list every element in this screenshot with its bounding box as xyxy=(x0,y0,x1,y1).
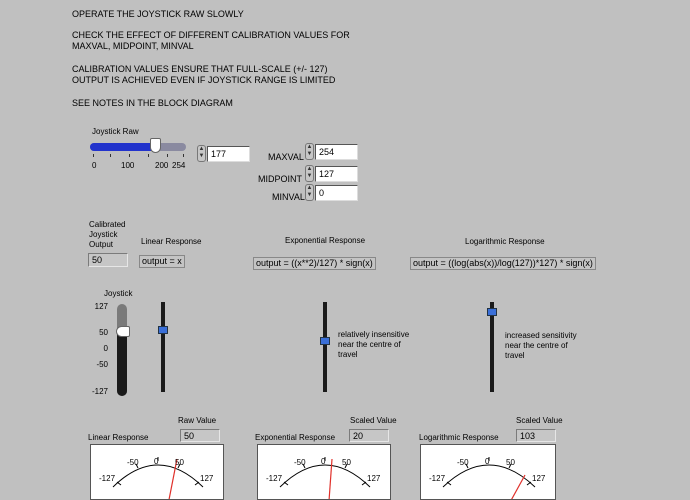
minval-input[interactable]: 0 xyxy=(315,185,358,201)
joystick-tick-minus-50: -50 xyxy=(96,360,108,369)
calibrated-label-1: Calibrated xyxy=(89,220,126,229)
exponential-formula: output = ((x**2)/127) * sign(x) xyxy=(253,257,376,270)
log-formula: output = ((log(abs(x))/log(127))*127) * sign(x) xyxy=(410,257,596,270)
slider-track xyxy=(161,302,165,392)
exp-scaled-label: Scaled Value xyxy=(350,416,397,425)
joystick-tick-50: 50 xyxy=(99,328,108,337)
meter-scale-0: 0 xyxy=(485,457,490,466)
joystick-tick-minus-127: -127 xyxy=(91,387,108,396)
decrement-icon[interactable]: ▼ xyxy=(306,173,313,179)
slider-tick-254: 254 xyxy=(172,161,186,170)
log-response-title: Logarithmic Response xyxy=(465,237,545,246)
exponential-response-slider[interactable] xyxy=(318,302,332,394)
meter-scale-minus-50: -50 xyxy=(457,458,469,467)
calibrated-label-2: Joystick xyxy=(89,230,118,239)
joystick-raw-spinner[interactable] xyxy=(197,145,206,162)
slider-thumb[interactable] xyxy=(320,337,330,345)
slider-thumb[interactable] xyxy=(116,326,130,337)
decrement-icon[interactable]: ▼ xyxy=(306,151,313,157)
joystick-slider[interactable] xyxy=(110,302,130,398)
exp-meter-label: Exponential Response xyxy=(255,433,336,442)
joystick-label: Joystick xyxy=(104,289,133,298)
maxval-spinner[interactable] xyxy=(305,143,314,160)
meter-scale-minus-127: -127 xyxy=(429,474,446,483)
meter-scale-50: 50 xyxy=(506,458,515,467)
slider-thumb[interactable] xyxy=(150,138,161,153)
slider-thumb[interactable] xyxy=(487,308,497,316)
exponential-response-title: Exponential Response xyxy=(285,236,366,245)
log-response-slider[interactable] xyxy=(485,302,499,394)
exp-value-indicator: 20 xyxy=(349,429,389,442)
calibrated-label-3: Output xyxy=(89,240,114,249)
instruction-line-5: OUTPUT IS ACHIEVED EVEN IF JOYSTICK RANGE IS LIMITED xyxy=(72,75,336,85)
calibrated-output-value: 50 xyxy=(88,253,128,267)
meter-scale-minus-50: -50 xyxy=(127,458,139,467)
instruction-line-2: CHECK THE EFFECT OF DIFFERENT CALIBRATION VALUES FOR xyxy=(72,30,350,40)
log-value-indicator: 103 xyxy=(516,429,556,442)
midpoint-input[interactable]: 127 xyxy=(315,166,358,182)
linear-response-slider[interactable] xyxy=(156,302,170,394)
increment-icon[interactable]: ▲ xyxy=(198,146,205,152)
log-meter-label: Logarithmic Response xyxy=(419,433,499,442)
linear-formula: output = x xyxy=(139,255,185,268)
meter-scale-minus-50: -50 xyxy=(294,458,306,467)
exp-note-2: near the centre of xyxy=(338,340,401,349)
raw-value-label: Raw Value xyxy=(178,416,217,425)
meter-scale-127: 127 xyxy=(532,474,546,483)
raw-value-indicator: 50 xyxy=(180,429,220,442)
increment-icon[interactable]: ▲ xyxy=(306,185,313,191)
joystick-tick-127: 127 xyxy=(94,302,108,311)
maxval-input[interactable]: 254 xyxy=(315,144,358,160)
midpoint-spinner[interactable] xyxy=(305,165,314,182)
slider-tick-200: 200 xyxy=(155,161,169,170)
midpoint-label: MIDPOINT xyxy=(258,174,302,184)
exp-note-3: travel xyxy=(338,350,358,359)
slider-lower-fill xyxy=(117,332,127,396)
minval-label: MINVAL xyxy=(272,192,305,202)
slider-fill xyxy=(90,143,156,151)
log-meter xyxy=(420,444,556,500)
linear-meter-dial xyxy=(91,445,224,500)
decrement-icon[interactable]: ▼ xyxy=(198,153,205,159)
slider-tick-0: 0 xyxy=(92,161,97,170)
log-meter-needle xyxy=(503,475,525,500)
instruction-line-6: SEE NOTES IN THE BLOCK DIAGRAM xyxy=(72,98,233,108)
linear-meter-label: Linear Response xyxy=(88,433,149,442)
log-meter-dial xyxy=(421,445,556,500)
meter-scale-0: 0 xyxy=(321,457,326,466)
log-note-2: near the centre of xyxy=(505,341,568,350)
joystick-tick-0: 0 xyxy=(103,344,108,353)
decrement-icon[interactable]: ▼ xyxy=(306,192,313,198)
meter-scale-50: 50 xyxy=(342,458,351,467)
minval-spinner[interactable] xyxy=(305,184,314,201)
meter-scale-127: 127 xyxy=(367,474,381,483)
maxval-label: MAXVAL xyxy=(268,152,304,162)
meter-scale-127: 127 xyxy=(200,474,214,483)
increment-icon[interactable]: ▲ xyxy=(306,166,313,172)
log-scaled-label: Scaled Value xyxy=(516,416,563,425)
exp-note-1: relatively insensitive xyxy=(338,330,410,339)
slider-thumb[interactable] xyxy=(158,326,168,334)
slider-tick-marks xyxy=(90,154,186,158)
log-note-3: travel xyxy=(505,351,525,360)
log-note-1: increased sensitivity xyxy=(505,331,577,340)
instruction-line-1: OPERATE THE JOYSTICK RAW SLOWLY xyxy=(72,9,244,19)
increment-icon[interactable]: ▲ xyxy=(306,144,313,150)
exp-meter xyxy=(257,444,391,500)
slider-track xyxy=(323,302,327,392)
joystick-raw-input[interactable]: 177 xyxy=(207,146,250,162)
meter-scale-50: 50 xyxy=(175,458,184,467)
exp-meter-dial xyxy=(258,445,391,500)
instruction-line-3: MAXVAL, MIDPOINT, MINVAL xyxy=(72,41,194,51)
meter-scale-0: 0 xyxy=(154,457,159,466)
linear-meter xyxy=(90,444,224,500)
meter-scale-minus-127: -127 xyxy=(99,474,116,483)
instruction-line-4: CALIBRATION VALUES ENSURE THAT FULL-SCALE (+/- 127) xyxy=(72,64,328,74)
linear-response-title: Linear Response xyxy=(141,237,202,246)
joystick-raw-label: Joystick Raw xyxy=(92,127,139,136)
meter-scale-minus-127: -127 xyxy=(266,474,283,483)
slider-tick-100: 100 xyxy=(121,161,135,170)
